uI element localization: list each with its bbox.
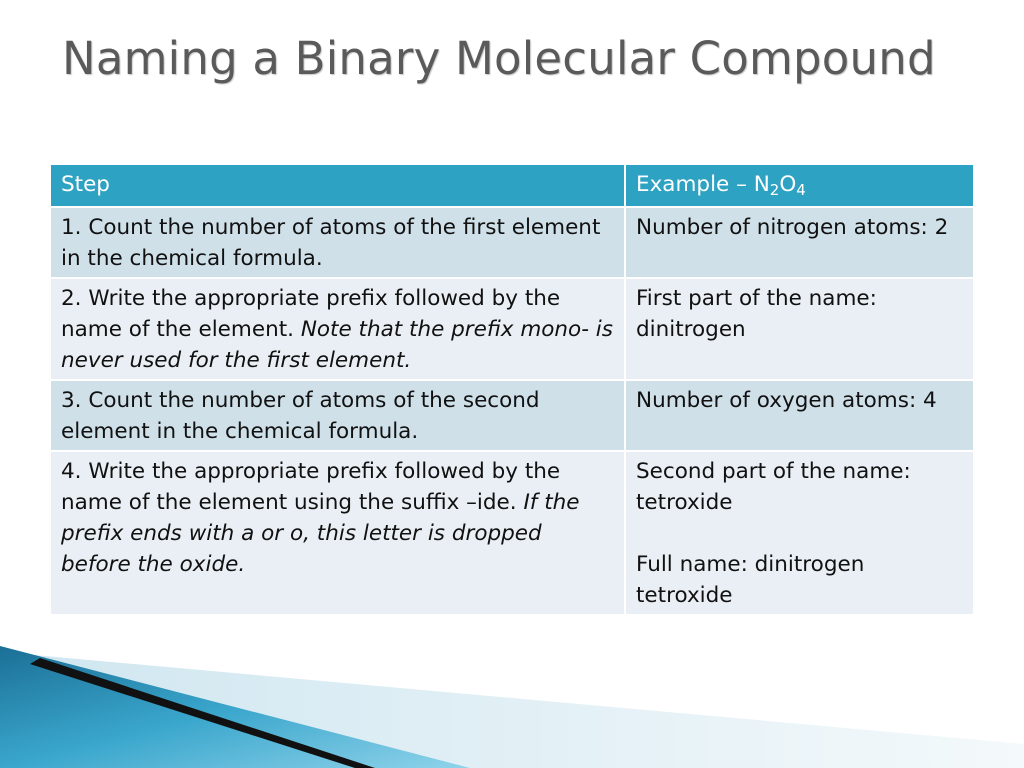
example-text: Second part of the name: tetroxide — [636, 459, 911, 515]
header-example-text: Example – N — [636, 172, 770, 197]
step-note: Note that the prefix mono- is never used for the first element. — [61, 317, 613, 373]
step-note: If the prefix ends with a or o, this letter is dropped before the oxide. — [61, 490, 580, 577]
step-text: 4. Write the appropriate prefix followed by the name of the element using the suffix –ide. — [61, 459, 561, 515]
step-text: 2. Write the appropriate prefix followed by the name of the element. — [61, 286, 561, 342]
header-example-subscript-4: 4 — [796, 181, 806, 199]
header-example-subscript-2: 2 — [769, 181, 780, 199]
header-step: Step — [51, 165, 625, 207]
example-text: Number of nitrogen atoms: 2 — [636, 215, 949, 240]
step-text: 3. Count the number of atoms of the second element in the chemical formula. — [61, 388, 540, 444]
header-example-oxygen: O — [779, 172, 797, 197]
example-full-name: Full name: dinitrogen tetroxide — [636, 552, 865, 608]
step-text: 1. Count the number of atoms of the first element in the chemical formula. — [61, 215, 601, 271]
example-text: First part of the name: dinitrogen — [636, 286, 877, 342]
example-text: Number of oxygen atoms: 4 — [636, 388, 937, 413]
slide-title: Naming a Binary Molecular Compound — [62, 32, 936, 85]
